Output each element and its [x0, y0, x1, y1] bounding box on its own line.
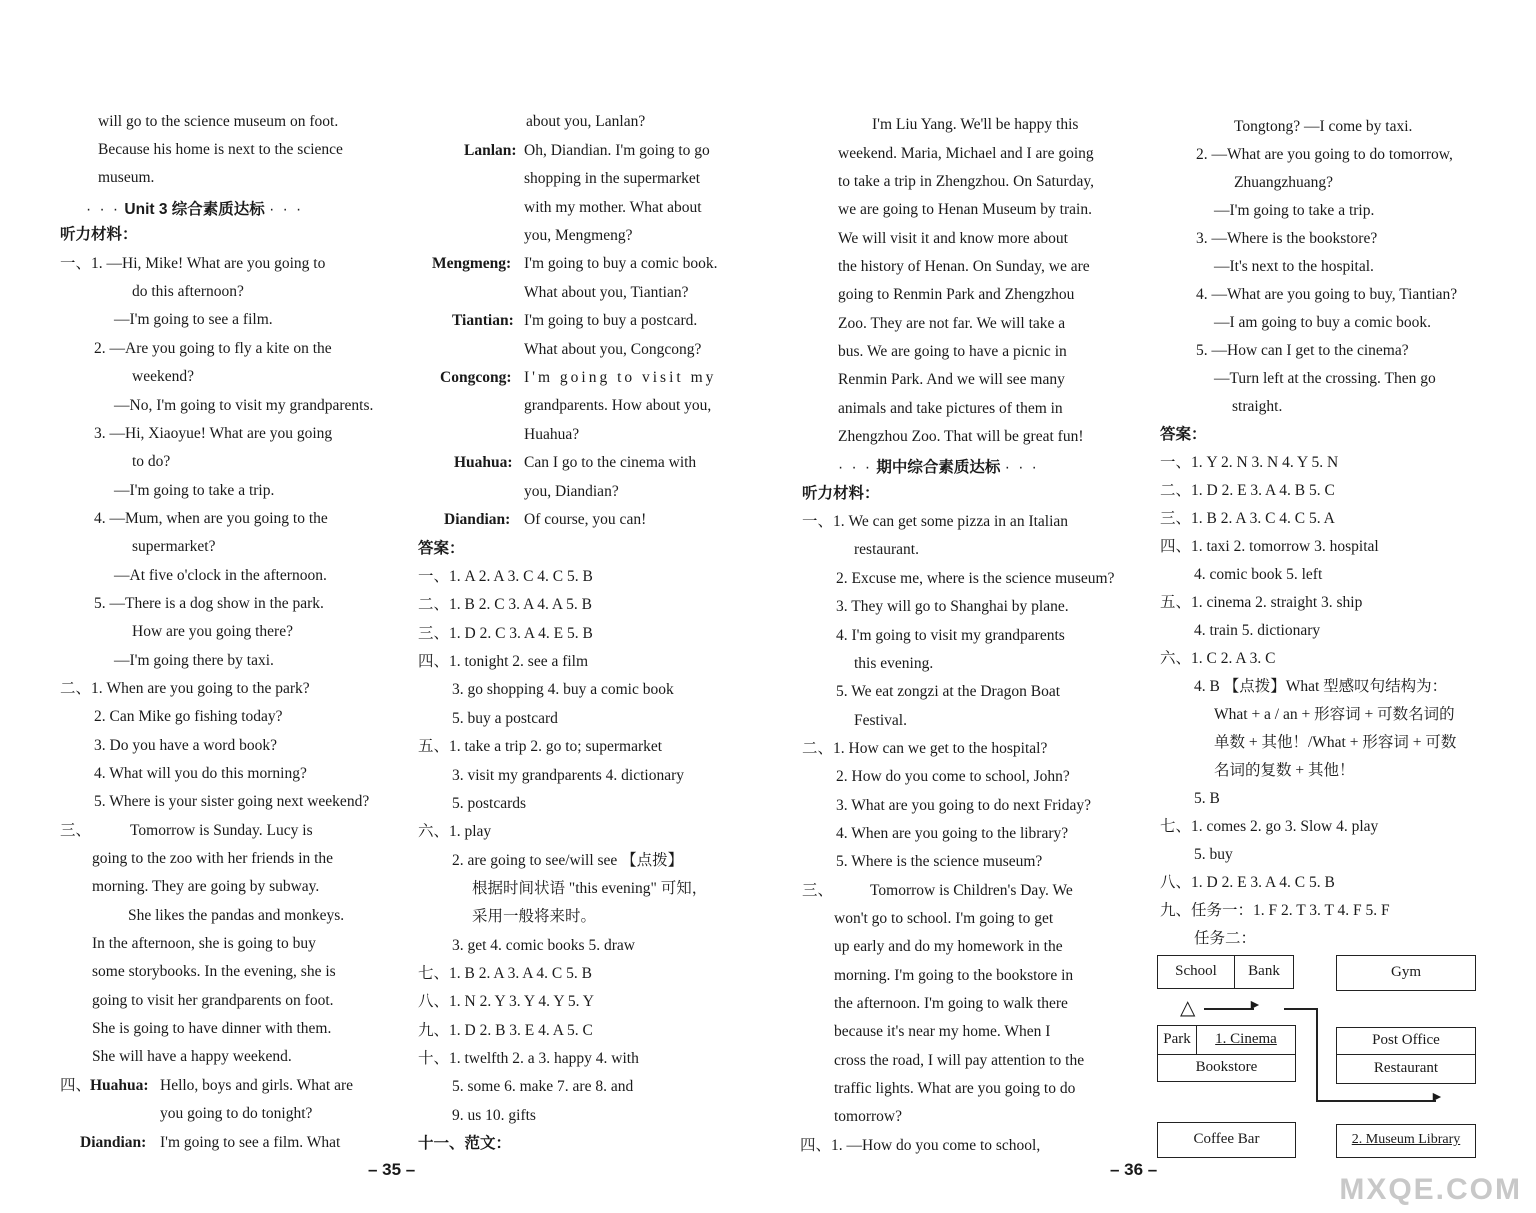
text-line: some storybooks. In the evening, she is [92, 963, 336, 980]
map-bookstore: Bookstore [1157, 1054, 1296, 1082]
answer-line: 5. buy [1194, 846, 1233, 863]
answer-line: 任务二： [1194, 930, 1257, 947]
text-line: the history of Henan. On Sunday, we are [838, 258, 1090, 275]
page-number-right: – 36 – [1110, 1160, 1158, 1179]
text-line: going to the zoo with her friends in the [92, 850, 334, 867]
text-line: Huahua? [524, 426, 580, 443]
text-line: 3. —Hi, Xiaoyue! What are you going [94, 425, 333, 442]
answer-line: 二、1. D 2. E 3. A 4. B 5. C [1160, 482, 1335, 499]
answer-line: 九、任务一：1. F 2. T 3. T 4. F 5. F [1160, 902, 1390, 919]
text-line: grandparents. How about you, [524, 397, 712, 414]
text-line: animals and take pictures of them in [838, 400, 1063, 417]
answer-line: 十一、范文： [418, 1135, 512, 1152]
text-line: do this afternoon? [132, 283, 244, 300]
text-line: Tomorrow is Sunday. Lucy is [130, 822, 313, 839]
speaker-name: Lanlan: [464, 142, 517, 159]
text-line: I'm going to buy a comic book. [524, 255, 718, 272]
speaker-name: Congcong: [440, 369, 512, 386]
route-line [1316, 1100, 1436, 1102]
map-post-office: Post Office [1336, 1027, 1476, 1055]
arrow-head-icon: ► [1430, 1090, 1444, 1105]
answer-line: 5. some 6. make 7. are 8. and [452, 1078, 634, 1095]
heading-listening: 听力材料： [802, 485, 880, 502]
answer-line: 十、1. twelfth 2. a 3. happy 4. with [418, 1050, 639, 1067]
heading-answers: 答案： [1160, 426, 1207, 443]
text-line: What about you, Tiantian? [524, 284, 689, 301]
text-line: 3. Do you have a word book? [94, 737, 277, 754]
text-line: 5. —How can I get to the cinema? [1196, 342, 1409, 359]
text-line: won't go to school. I'm going to get [834, 910, 1054, 927]
text-line: 5. —There is a dog show in the park. [94, 595, 324, 612]
text-line: cross the road, I will pay attention to the [834, 1052, 1085, 1069]
text-line: 四、 [60, 1077, 92, 1094]
answer-line: 八、1. D 2. E 3. A 4. C 5. B [1160, 874, 1335, 891]
text-line: 2. How do you come to school, John? [836, 768, 1070, 785]
text-line: bus. We are going to have a picnic in [838, 343, 1067, 360]
text-line: shopping in the supermarket [524, 170, 701, 187]
answer-line: 3. get 4. comic books 5. draw [452, 937, 635, 954]
text-line: 5. Where is your sister going next weekend? [94, 793, 370, 810]
answer-line: 二、1. B 2. C 3. A 4. A 5. B [418, 596, 592, 613]
section-title-unit3: · · · Unit 3 综合素质达标 · · · [86, 201, 304, 218]
text-line: 3. —Where is the bookstore? [1196, 230, 1378, 247]
answer-line: 七、1. comes 2. go 3. Slow 4. play [1160, 818, 1379, 835]
answer-line: 4. B 【点拨】What 型感叹句结构为： [1194, 678, 1448, 695]
page-number-left: – 35 – [368, 1160, 416, 1179]
watermark: MXQE.COM [1339, 1173, 1522, 1206]
answer-line: 五、1. take a trip 2. go to; supermarket [418, 738, 663, 755]
text-line: —At five o'clock in the afternoon. [114, 567, 327, 584]
arrow-head-icon: ► [1248, 998, 1262, 1013]
map-restaurant: Restaurant [1336, 1054, 1476, 1084]
map-coffee-bar: Coffee Bar [1157, 1122, 1296, 1158]
answer-line: 六、1. play [418, 823, 492, 840]
text-line: 4. —What are you going to buy, Tiantian? [1196, 286, 1458, 303]
text-line: going to visit her grandparents on foot. [92, 992, 334, 1009]
speaker-name: Tiantian: [452, 312, 514, 329]
text-line: Renmin Park. And we will see many [838, 371, 1065, 388]
text-line: you going to do tonight? [160, 1105, 313, 1122]
text-line: 4. When are you going to the library? [836, 825, 1069, 842]
speaker-name: Diandian: [80, 1134, 147, 1151]
text-line: —I'm going to take a trip. [1214, 202, 1375, 219]
answer-line: 5. B [1194, 790, 1220, 807]
text-line: I'm going to buy a postcard. [524, 312, 698, 329]
text-line: I'm Liu Yang. We'll be happy this [872, 116, 1079, 133]
text-line: 二、1. When are you going to the park? [60, 680, 310, 697]
text-line: How are you going there? [132, 623, 293, 640]
text-line: we are going to Henan Museum by train. [838, 201, 1092, 218]
text-line: —I'm going to see a film. [114, 311, 273, 328]
text-line: —I'm going there by taxi. [114, 652, 274, 669]
route-line [1316, 1008, 1318, 1100]
text-line: to take a trip in Zhengzhou. On Saturday, [838, 173, 1094, 190]
text-line: traffic lights. What are you going to do [834, 1080, 1076, 1097]
answer-line: 三、1. D 2. C 3. A 4. E 5. B [418, 625, 593, 642]
map-park: Park [1157, 1025, 1197, 1055]
answer-line: 八、1. N 2. Y 3. Y 4. Y 5. Y [418, 993, 594, 1010]
text-line: 3. They will go to Shanghai by plane. [836, 598, 1069, 615]
answer-line: 三、1. B 2. A 3. C 4. C 5. A [1160, 510, 1335, 527]
speaker-name: Mengmeng: [432, 255, 512, 272]
answer-line: 七、1. B 2. A 3. A 4. C 5. B [418, 965, 592, 982]
start-marker-icon: △ [1180, 997, 1196, 1019]
text-line: with my mother. What about [524, 199, 702, 216]
answer-line: 3. go shopping 4. buy a comic book [452, 681, 674, 698]
text-line: She will have a happy weekend. [92, 1048, 292, 1065]
text-line: morning. I'm going to the bookstore in [834, 967, 1074, 984]
text-line: She likes the pandas and monkeys. [128, 907, 345, 924]
text-line: In the afternoon, she is going to buy [92, 935, 316, 952]
answer-line: 五、1. cinema 2. straight 3. ship [1160, 594, 1363, 611]
text-line: up early and do my homework in the [834, 938, 1063, 955]
text-line: Zoo. They are not far. We will take a [838, 315, 1066, 332]
text-line: 4. What will you do this morning? [94, 765, 307, 782]
map-school: School [1157, 955, 1235, 989]
text-line: going to Renmin Park and Zhengzhou [838, 286, 1075, 303]
heading-answers: 答案： [418, 540, 465, 557]
text-line: about you, Lanlan? [526, 113, 646, 130]
text-line: because it's near my home. When I [834, 1023, 1051, 1040]
answer-line: 一、1. A 2. A 3. C 4. C 5. B [418, 568, 593, 585]
answer-note: 名词的复数 + 其他！ [1214, 762, 1355, 779]
text-line: will go to the science museum on foot. [98, 113, 339, 130]
text-line: 5. Where is the science museum? [836, 853, 1043, 870]
answer-line: 九、1. D 2. B 3. E 4. A 5. C [418, 1022, 593, 1039]
text-line: this evening. [854, 655, 934, 672]
text-line: you, Mengmeng? [524, 227, 633, 244]
answer-note: 根据时间状语 "this evening" 可知， [472, 880, 708, 897]
answer-note: What + a / an + 形容词 + 可数名词的 [1214, 706, 1455, 723]
text-line: 三、 [60, 822, 92, 839]
text-line: —I'm going to take a trip. [114, 482, 275, 499]
text-line: Zhuangzhuang? [1234, 174, 1333, 191]
answer-line: 2. are going to see/will see 【点拨】 [452, 852, 684, 869]
text-line: What about you, Congcong? [524, 341, 702, 358]
text-line: you, Diandian? [524, 483, 619, 500]
answer-line: 4. comic book 5. left [1194, 566, 1323, 583]
answer-line: 4. train 5. dictionary [1194, 622, 1321, 639]
section-title-midterm: · · · 期中综合素质达标 · · · [838, 459, 1039, 476]
text-line: —I am going to buy a comic book. [1214, 314, 1431, 331]
text-line: 4. —Mum, when are you going to the [94, 510, 328, 527]
text-line: 一、1. We can get some pizza in an Italian [802, 513, 1069, 530]
text-line: Festival. [854, 712, 907, 729]
text-line: 三、 [802, 882, 834, 899]
text-line: 二、1. How can we get to the hospital? [802, 740, 1048, 757]
text-line: She is going to have dinner with them. [92, 1020, 332, 1037]
text-line: Tomorrow is Children's Day. We [870, 882, 1073, 899]
answer-note: 单数 + 其他！/What + 形容词 + 可数 [1214, 734, 1457, 751]
text-line: Tongtong? —I come by taxi. [1234, 118, 1413, 135]
speaker-name: Huahua: [454, 454, 513, 471]
map-gym: Gym [1336, 955, 1476, 991]
text-line: tomorrow? [834, 1108, 903, 1125]
map-bank: Bank [1234, 955, 1294, 989]
text-line: the afternoon. I'm going to walk there [834, 995, 1068, 1012]
text-line: supermarket? [132, 538, 216, 555]
text-line: —Turn left at the crossing. Then go [1214, 370, 1436, 387]
speaker-name: Diandian: [444, 511, 511, 528]
text-line: 2. —What are you going to do tomorrow, [1196, 146, 1453, 163]
map-museum: 2. Museum Library [1336, 1124, 1476, 1158]
text-line: 3. What are you going to do next Friday? [836, 797, 1091, 814]
answer-line: 5. postcards [452, 795, 527, 812]
text-line: Because his home is next to the science [98, 141, 343, 158]
text-line: 四、1. —How do you come to school, [800, 1137, 1041, 1154]
text-line: weekend? [132, 368, 194, 385]
text-line: Zhengzhou Zoo. That will be great fun! [838, 428, 1084, 445]
text-line: 5. We eat zongzi at the Dragon Boat [836, 683, 1061, 700]
answer-line: 5. buy a postcard [452, 710, 558, 727]
text-line: 一、1. —Hi, Mike! What are you going to [60, 255, 326, 272]
text-line: to do? [132, 453, 171, 470]
route-line [1284, 1008, 1316, 1010]
answer-line: 四、1. tonight 2. see a film [418, 653, 589, 670]
text-line: 2. Excuse me, where is the science museum? [836, 570, 1115, 587]
text-line: I'm going to visit my [524, 369, 717, 386]
text-line: —No, I'm going to visit my grandparents. [114, 397, 374, 414]
text-line: Can I go to the cinema with [524, 454, 697, 471]
text-line: I'm going to see a film. What [160, 1134, 341, 1151]
text-line: —It's next to the hospital. [1214, 258, 1374, 275]
text-line: Hello, boys and girls. What are [160, 1077, 353, 1094]
text-line: Oh, Diandian. I'm going to go [524, 142, 710, 159]
text-line: restaurant. [854, 541, 919, 558]
answer-line: 六、1. C 2. A 3. C [1160, 650, 1276, 667]
text-line: We will visit it and know more about [838, 230, 1068, 247]
map-cinema: 1. Cinema [1196, 1025, 1296, 1055]
answer-line: 四、1. taxi 2. tomorrow 3. hospital [1160, 538, 1379, 555]
text-line: museum. [98, 169, 155, 186]
text-line: 2. —Are you going to fly a kite on the [94, 340, 332, 357]
answer-line: 3. visit my grandparents 4. dictionary [452, 767, 685, 784]
text-line: 2. Can Mike go fishing today? [94, 708, 283, 725]
heading-listening: 听力材料： [60, 226, 138, 243]
text-line: morning. They are going by subway. [92, 878, 320, 895]
route-arrow [1204, 1008, 1254, 1010]
text-line: weekend. Maria, Michael and I are going [838, 145, 1094, 162]
answer-line: 9. us 10. gifts [452, 1107, 536, 1124]
text-line: straight. [1232, 398, 1283, 415]
text-line: 4. I'm going to visit my grandparents [836, 627, 1065, 644]
answer-line: 一、1. Y 2. N 3. N 4. Y 5. N [1160, 454, 1339, 471]
speaker-name: Huahua: [90, 1077, 149, 1094]
text-line: Of course, you can! [524, 511, 647, 528]
answer-note: 采用一般将来时。 [472, 908, 597, 925]
